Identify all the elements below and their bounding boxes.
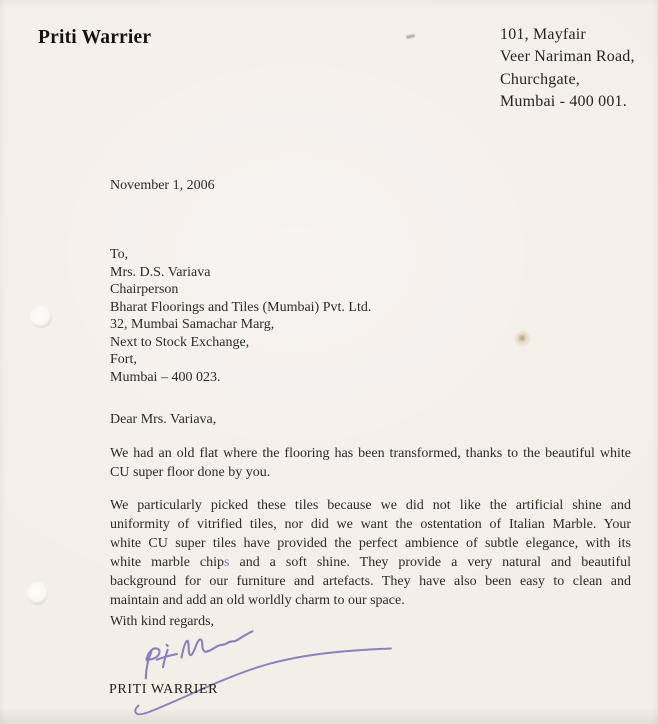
- closing-line: With kind regards,: [110, 614, 215, 629]
- sender-address: [500, 24, 635, 113]
- body-line: CU super floor done by you.: [110, 465, 271, 480]
- paragraph: [110, 444, 631, 482]
- signature-ink-group: [135, 631, 391, 714]
- address-line: Chairperson: [110, 282, 179, 297]
- address-line: Mrs. D.S. Variava: [110, 264, 211, 280]
- paper-dimple: [27, 582, 48, 605]
- date-line: November 1, 2006: [110, 178, 215, 193]
- address-line: Churchgate,: [500, 70, 580, 88]
- body-line: white CU super tiles have provided the perfect ambience of subtle elegance, with its: [110, 536, 631, 551]
- paper-stain: [515, 331, 531, 348]
- body-line: white marble chips and a soft shine. They provide a very natural and beautiful: [110, 555, 631, 570]
- address-line: Next to Stock Exchange,: [110, 334, 250, 350]
- address-line: To,: [110, 247, 129, 262]
- address-line: 101, Mayfair: [500, 26, 586, 43]
- body-line: maintain and add an old worldly charm to our space.: [110, 593, 405, 608]
- letter-body: [110, 444, 631, 624]
- address-line: Fort,: [110, 352, 137, 367]
- pen-mark: [406, 34, 415, 39]
- body-line: background for our furniture and artefacts. They have also been easy to clean and: [110, 574, 631, 589]
- signatory-name: PRITI WARRIER: [109, 682, 219, 697]
- paragraph: [110, 496, 631, 610]
- signature-it-stroke: [157, 645, 177, 667]
- address-line: 32, Mumbai Samachar Marg,: [110, 317, 275, 332]
- ink-correction: s: [224, 555, 230, 570]
- body-line: uniformity of vitrified tiles, nor did we want the ostentation of Italian Marble. Your: [110, 517, 631, 532]
- recipient-address: [110, 246, 371, 386]
- address-line: Bharat Floorings and Tiles (Mumbai) Pvt. Ltd.: [110, 299, 372, 315]
- signature-w-stroke: [182, 631, 253, 657]
- salutation: Dear Mrs. Variava,: [110, 412, 217, 427]
- address-line: Mumbai – 400 023.: [110, 369, 221, 385]
- body-line: We particularly picked these tiles because we did not like the artificial shine and: [110, 498, 631, 513]
- letterhead-name: Priti Warrier: [38, 27, 152, 48]
- signature-p-stroke: [146, 648, 160, 678]
- address-line: Veer Nariman Road,: [500, 48, 635, 66]
- body-line: We had an old flat where the flooring has been transformed, thanks to the beautiful white: [110, 446, 631, 461]
- address-line: Mumbai - 400 001.: [500, 92, 627, 110]
- paper-dimple: [30, 306, 52, 328]
